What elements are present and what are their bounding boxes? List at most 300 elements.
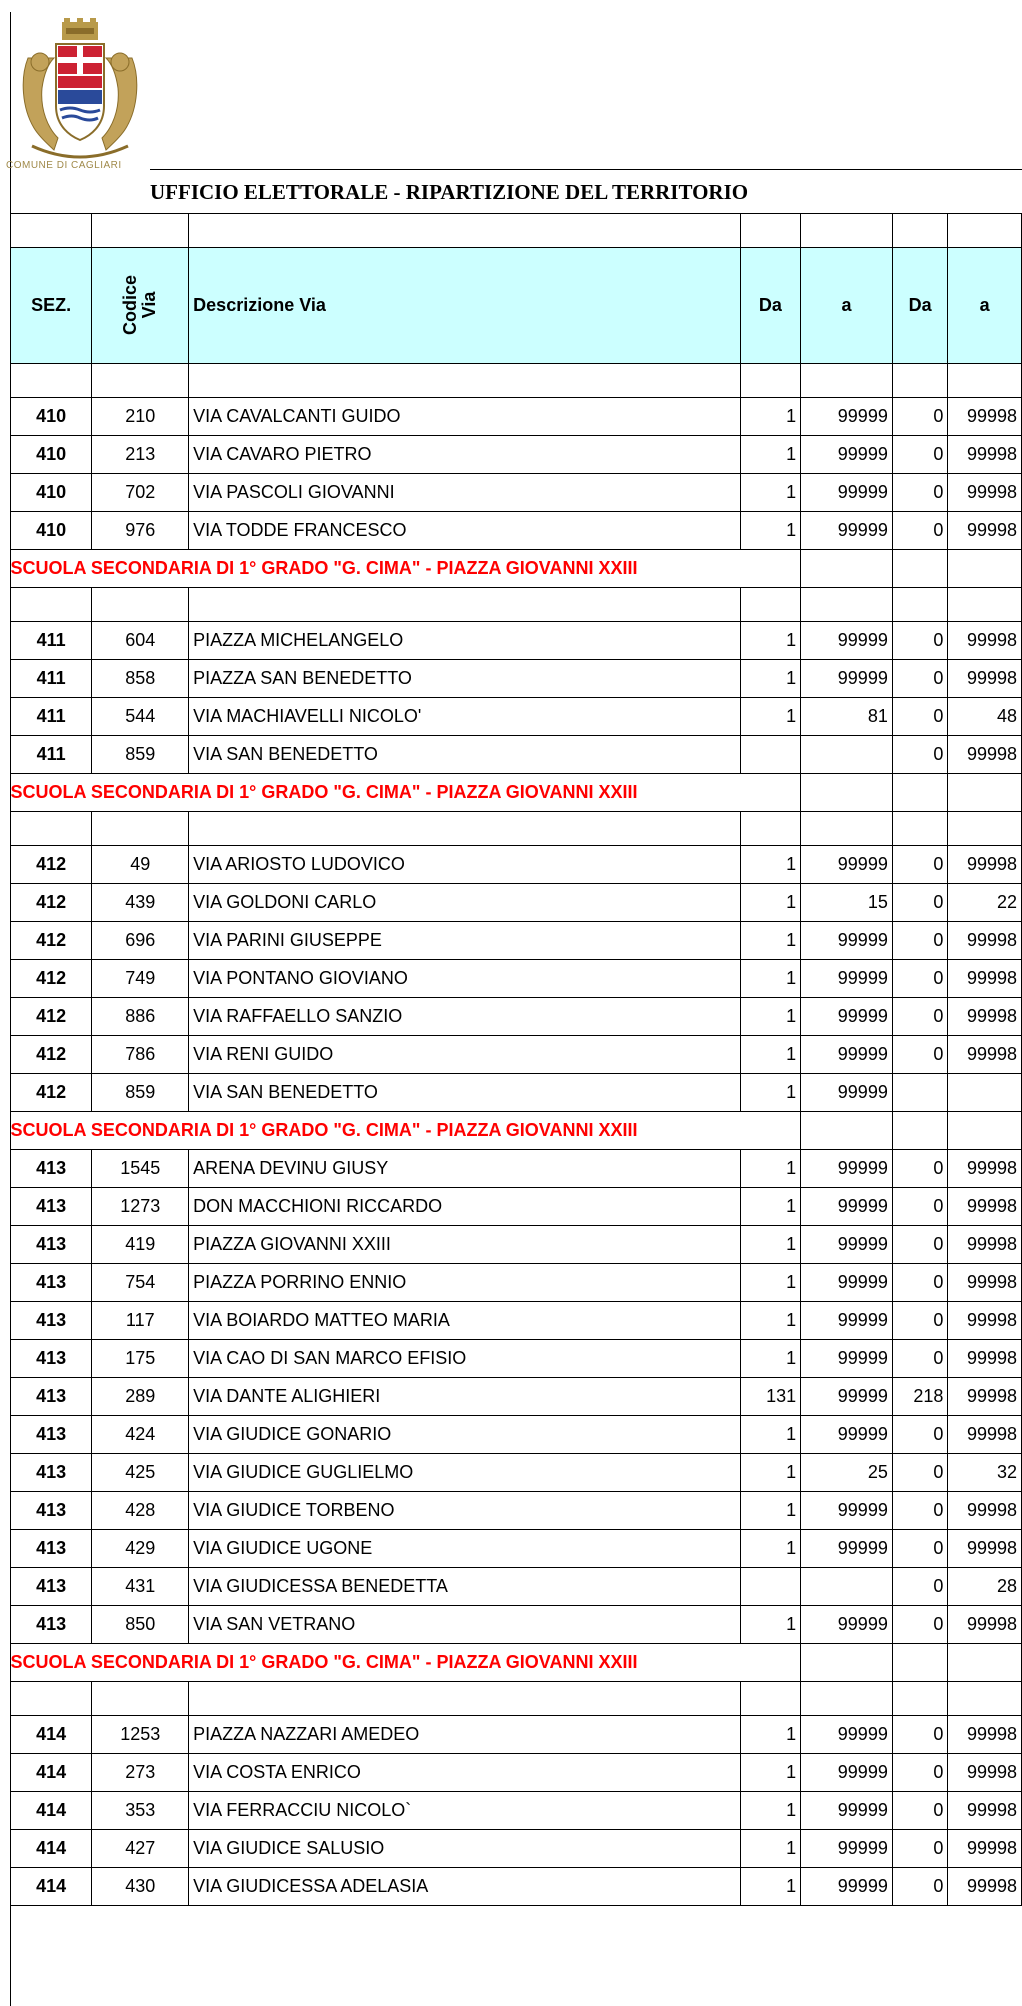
- cell-sez: 410: [11, 398, 92, 436]
- cell-a-1: 99999: [801, 960, 893, 998]
- cell-descrizione: VIA ARIOSTO LUDOVICO: [189, 846, 740, 884]
- cell-codice: 439: [92, 884, 189, 922]
- table-row: [11, 1530, 1022, 1568]
- table-row: [11, 1830, 1022, 1868]
- cell-da-1: [740, 736, 801, 774]
- cell-descrizione: VIA MACHIAVELLI NICOLO': [189, 698, 740, 736]
- cell-descrizione: VIA GIUDICE UGONE: [189, 1530, 740, 1568]
- cell-a-1: 99999: [801, 1340, 893, 1378]
- cell-codice: 544: [92, 698, 189, 736]
- table-row: [11, 1754, 1022, 1792]
- cell-sez: 413: [11, 1264, 92, 1302]
- cell-da-2: 0: [892, 1754, 948, 1792]
- cell-sez: 411: [11, 736, 92, 774]
- cell-da-2: 0: [892, 1830, 948, 1868]
- empty-cell: [801, 1682, 893, 1716]
- cell-da-1: 1: [740, 660, 801, 698]
- cell-a-2: 99998: [948, 1226, 1022, 1264]
- cell-da-2: 0: [892, 1264, 948, 1302]
- cell-sez: 412: [11, 922, 92, 960]
- cell-a-1: 99999: [801, 512, 893, 550]
- cell-da-1: 1: [740, 398, 801, 436]
- cell-descrizione: VIA RAFFAELLO SANZIO: [189, 998, 740, 1036]
- empty-cell: [892, 550, 948, 588]
- cell-codice: 431: [92, 1568, 189, 1606]
- cell-codice: 428: [92, 1492, 189, 1530]
- cell-da-2: 0: [892, 660, 948, 698]
- cell-a-1: 99999: [801, 1492, 893, 1530]
- cell-da-1: 1: [740, 1792, 801, 1830]
- empty-cell: [92, 812, 189, 846]
- cell-codice: 754: [92, 1264, 189, 1302]
- cell-sez: 414: [11, 1830, 92, 1868]
- table-row: [11, 622, 1022, 660]
- cell-a-1: 99999: [801, 660, 893, 698]
- spacer-row: [11, 1682, 1022, 1716]
- cell-da-2: 0: [892, 622, 948, 660]
- cell-a-1: 81: [801, 698, 893, 736]
- table-row: [11, 998, 1022, 1036]
- empty-cell: [892, 1112, 948, 1150]
- empty-cell: [892, 1644, 948, 1682]
- cell-a-1: 99999: [801, 436, 893, 474]
- cell-da-2: 218: [892, 1378, 948, 1416]
- cell-a-2: 22: [948, 884, 1022, 922]
- cell-a-2: 99998: [948, 1792, 1022, 1830]
- cell-codice: 859: [92, 1074, 189, 1112]
- cell-da-1: 1: [740, 1188, 801, 1226]
- empty-cell: [92, 1682, 189, 1716]
- cell-a-2: 99998: [948, 1868, 1022, 1906]
- cell-sez: 412: [11, 998, 92, 1036]
- cell-a-2: 99998: [948, 736, 1022, 774]
- empty-cell: [801, 812, 893, 846]
- table-row: [11, 1716, 1022, 1754]
- empty-cell: [189, 1682, 740, 1716]
- cell-da-1: 1: [740, 1868, 801, 1906]
- cell-sez: 410: [11, 512, 92, 550]
- header-rule: [150, 169, 1022, 170]
- cell-da-2: 0: [892, 1454, 948, 1492]
- cell-a-2: 28: [948, 1568, 1022, 1606]
- empty-cell: [948, 550, 1022, 588]
- empty-cell: [801, 774, 893, 812]
- col-header-da-1: Da: [740, 248, 801, 364]
- header-top-blank-row: [11, 214, 1022, 248]
- col-header-da-2: Da: [892, 248, 948, 364]
- cell-da-2: 0: [892, 698, 948, 736]
- cell-da-1: 1: [740, 512, 801, 550]
- cell-a-2: [948, 1074, 1022, 1112]
- cell-da-2: 0: [892, 998, 948, 1036]
- cell-codice: 886: [92, 998, 189, 1036]
- cell-a-2: 32: [948, 1454, 1022, 1492]
- table-row: [11, 398, 1022, 436]
- cell-sez: 414: [11, 1792, 92, 1830]
- cell-da-2: 0: [892, 1340, 948, 1378]
- cell-a-1: 99999: [801, 1830, 893, 1868]
- table-row: [11, 1264, 1022, 1302]
- cell-a-1: 99999: [801, 1416, 893, 1454]
- cell-codice: 858: [92, 660, 189, 698]
- cell-sez: 411: [11, 622, 92, 660]
- cell-descrizione: VIA COSTA ENRICO: [189, 1754, 740, 1792]
- empty-cell: [11, 364, 92, 398]
- cell-da-1: 1: [740, 474, 801, 512]
- cell-a-1: 99999: [801, 998, 893, 1036]
- empty-cell: [189, 812, 740, 846]
- cell-a-2: 99998: [948, 1416, 1022, 1454]
- table-row: [11, 1792, 1022, 1830]
- cell-da-2: 0: [892, 474, 948, 512]
- cell-codice: 976: [92, 512, 189, 550]
- empty-cell: [11, 1682, 92, 1716]
- empty-cell: [948, 812, 1022, 846]
- cell-da-1: 1: [740, 1074, 801, 1112]
- cell-da-1: 1: [740, 960, 801, 998]
- cell-descrizione: PIAZZA NAZZARI AMEDEO: [189, 1716, 740, 1754]
- empty-cell: [892, 364, 948, 398]
- polling-school-row: [11, 774, 1022, 812]
- cell-sez: 413: [11, 1492, 92, 1530]
- cell-sez: 410: [11, 474, 92, 512]
- cell-da-2: 0: [892, 1150, 948, 1188]
- cell-a-2: 99998: [948, 1150, 1022, 1188]
- cell-a-2: 48: [948, 698, 1022, 736]
- empty-cell: [92, 588, 189, 622]
- cell-da-1: 1: [740, 1530, 801, 1568]
- empty-cell: [801, 1112, 893, 1150]
- table-row: [11, 660, 1022, 698]
- cell-a-1: 99999: [801, 398, 893, 436]
- cell-a-1: 99999: [801, 1302, 893, 1340]
- table-row: [11, 960, 1022, 998]
- empty-cell: [948, 1112, 1022, 1150]
- table-row: [11, 512, 1022, 550]
- cell-descrizione: VIA GIUDICE GUGLIELMO: [189, 1454, 740, 1492]
- cell-descrizione: VIA DANTE ALIGHIERI: [189, 1378, 740, 1416]
- cell-codice: 49: [92, 846, 189, 884]
- cell-da-1: 1: [740, 1454, 801, 1492]
- cell-descrizione: VIA BOIARDO MATTEO MARIA: [189, 1302, 740, 1340]
- cell-da-2: 0: [892, 436, 948, 474]
- cell-sez: 410: [11, 436, 92, 474]
- cell-sez: 413: [11, 1302, 92, 1340]
- cell-descrizione: VIA GIUDICE TORBENO: [189, 1492, 740, 1530]
- cell-sez: 413: [11, 1188, 92, 1226]
- cell-da-1: 1: [740, 622, 801, 660]
- cell-a-2: 99998: [948, 474, 1022, 512]
- cell-a-2: 99998: [948, 960, 1022, 998]
- cell-sez: 413: [11, 1340, 92, 1378]
- empty-cell: [892, 588, 948, 622]
- cell-da-2: 0: [892, 1606, 948, 1644]
- cell-da-2: 0: [892, 922, 948, 960]
- table-row: [11, 1188, 1022, 1226]
- cell-a-2: 99998: [948, 922, 1022, 960]
- cell-a-2: 99998: [948, 512, 1022, 550]
- table-body: [11, 214, 1022, 1906]
- cell-sez: 414: [11, 1716, 92, 1754]
- cell-descrizione: VIA CAVARO PIETRO: [189, 436, 740, 474]
- cell-codice: 859: [92, 736, 189, 774]
- cell-descrizione: VIA PONTANO GIOVIANO: [189, 960, 740, 998]
- cell-da-1: 1: [740, 1492, 801, 1530]
- cell-a-2: 99998: [948, 846, 1022, 884]
- empty-cell: [892, 1682, 948, 1716]
- table-row: [11, 1568, 1022, 1606]
- empty-cell: [801, 588, 893, 622]
- table-row: [11, 1416, 1022, 1454]
- cell-da-2: 0: [892, 846, 948, 884]
- cell-da-2: [892, 1074, 948, 1112]
- table-row: [11, 436, 1022, 474]
- cell-codice: 210: [92, 398, 189, 436]
- cell-a-2: 99998: [948, 1340, 1022, 1378]
- cell-descrizione: VIA PASCOLI GIOVANNI: [189, 474, 740, 512]
- table-row: [11, 1074, 1022, 1112]
- polling-school-row: [11, 1112, 1022, 1150]
- cell-a-1: 99999: [801, 1264, 893, 1302]
- cell-sez: 414: [11, 1868, 92, 1906]
- cell-a-2: 99998: [948, 436, 1022, 474]
- cell-da-2: 0: [892, 1530, 948, 1568]
- table-row: [11, 1454, 1022, 1492]
- cell-descrizione: VIA PARINI GIUSEPPE: [189, 922, 740, 960]
- polling-school-row: [11, 550, 1022, 588]
- empty-cell: [740, 812, 801, 846]
- cell-sez: 413: [11, 1378, 92, 1416]
- cell-da-2: 0: [892, 1226, 948, 1264]
- cell-codice: 702: [92, 474, 189, 512]
- table-row: [11, 1226, 1022, 1264]
- cell-da-1: 131: [740, 1378, 801, 1416]
- cell-descrizione: VIA GIUDICE GONARIO: [189, 1416, 740, 1454]
- empty-cell: [740, 1682, 801, 1716]
- cell-codice: 850: [92, 1606, 189, 1644]
- cell-a-1: 99999: [801, 1792, 893, 1830]
- empty-cell: [892, 812, 948, 846]
- table-row: [11, 1378, 1022, 1416]
- cell-sez: 412: [11, 1074, 92, 1112]
- cell-a-1: 99999: [801, 1606, 893, 1644]
- coat-of-arms-icon: [10, 18, 150, 168]
- cell-descrizione: DON MACCHIONI RICCARDO: [189, 1188, 740, 1226]
- cell-sez: 413: [11, 1226, 92, 1264]
- cell-da-2: 0: [892, 1416, 948, 1454]
- cell-descrizione: VIA GIUDICESSA ADELASIA: [189, 1868, 740, 1906]
- table-row: [11, 1868, 1022, 1906]
- cell-codice: 273: [92, 1754, 189, 1792]
- cell-da-1: 1: [740, 1416, 801, 1454]
- cell-da-1: 1: [740, 1340, 801, 1378]
- cell-da-1: 1: [740, 998, 801, 1036]
- cell-da-2: 0: [892, 960, 948, 998]
- cell-da-1: 1: [740, 1716, 801, 1754]
- cell-sez: 413: [11, 1416, 92, 1454]
- col-header-codice-via: [92, 248, 189, 364]
- table-row: [11, 846, 1022, 884]
- cell-codice: 353: [92, 1792, 189, 1830]
- cell-codice: 425: [92, 1454, 189, 1492]
- cell-descrizione: ARENA DEVINU GIUSY: [189, 1150, 740, 1188]
- cell-da-2: 0: [892, 884, 948, 922]
- cell-a-1: [801, 736, 893, 774]
- cell-da-1: 1: [740, 1830, 801, 1868]
- empty-cell: [948, 1644, 1022, 1682]
- empty-cell: [948, 588, 1022, 622]
- polling-school-name: SCUOLA SECONDARIA DI 1° GRADO "G. CIMA" - PIAZZA GIOVANNI XXIII: [11, 1644, 801, 1682]
- table-row: [11, 1150, 1022, 1188]
- polling-school-name: SCUOLA SECONDARIA DI 1° GRADO "G. CIMA" - PIAZZA GIOVANNI XXIII: [11, 774, 801, 812]
- polling-school-name: SCUOLA SECONDARIA DI 1° GRADO "G. CIMA" - PIAZZA GIOVANNI XXIII: [11, 1112, 801, 1150]
- empty-cell: [189, 588, 740, 622]
- cell-codice: 419: [92, 1226, 189, 1264]
- cell-codice: 696: [92, 922, 189, 960]
- cell-da-2: 0: [892, 1868, 948, 1906]
- cell-da-1: 1: [740, 1150, 801, 1188]
- cell-a-2: 99998: [948, 1302, 1022, 1340]
- table-row: [11, 1340, 1022, 1378]
- cell-codice: 117: [92, 1302, 189, 1340]
- cell-a-2: 99998: [948, 622, 1022, 660]
- cell-descrizione: VIA SAN VETRANO: [189, 1606, 740, 1644]
- cell-a-1: 25: [801, 1454, 893, 1492]
- polling-school-row: [11, 1644, 1022, 1682]
- cell-a-2: 99998: [948, 998, 1022, 1036]
- cell-a-1: 99999: [801, 1150, 893, 1188]
- cell-da-1: 1: [740, 1302, 801, 1340]
- cell-a-2: 99998: [948, 1530, 1022, 1568]
- table-row: [11, 474, 1022, 512]
- cell-codice: 427: [92, 1830, 189, 1868]
- cell-da-1: 1: [740, 1036, 801, 1074]
- cell-da-2: 0: [892, 398, 948, 436]
- cell-da-2: 0: [892, 512, 948, 550]
- cell-sez: 412: [11, 1036, 92, 1074]
- table-row: [11, 1492, 1022, 1530]
- table-row: [11, 922, 1022, 960]
- cell-descrizione: PIAZZA GIOVANNI XXIII: [189, 1226, 740, 1264]
- cell-codice: 429: [92, 1530, 189, 1568]
- col-header-a-2: a: [948, 248, 1022, 364]
- polling-school-name: SCUOLA SECONDARIA DI 1° GRADO "G. CIMA" - PIAZZA GIOVANNI XXIII: [11, 550, 801, 588]
- table-row: [11, 884, 1022, 922]
- cell-descrizione: PIAZZA PORRINO ENNIO: [189, 1264, 740, 1302]
- cell-da-1: [740, 1568, 801, 1606]
- cell-codice: 1273: [92, 1188, 189, 1226]
- cell-a-2: 99998: [948, 1606, 1022, 1644]
- cell-codice: 1253: [92, 1716, 189, 1754]
- cell-da-2: 0: [892, 1568, 948, 1606]
- cell-codice: 175: [92, 1340, 189, 1378]
- cell-a-1: 15: [801, 884, 893, 922]
- cell-a-1: 99999: [801, 846, 893, 884]
- cell-a-2: 99998: [948, 1716, 1022, 1754]
- table-row: [11, 1302, 1022, 1340]
- cell-descrizione: VIA CAO DI SAN MARCO EFISIO: [189, 1340, 740, 1378]
- cell-codice: 430: [92, 1868, 189, 1906]
- cell-a-2: 99998: [948, 1264, 1022, 1302]
- cagliari-coat-of-arms-logo: [10, 18, 150, 170]
- empty-cell: [740, 364, 801, 398]
- col-header-descrizione: Descrizione Via: [189, 248, 740, 364]
- col-header-sez: SEZ.: [11, 248, 92, 364]
- cell-a-1: 99999: [801, 474, 893, 512]
- cell-a-2: 99998: [948, 398, 1022, 436]
- cell-codice: 604: [92, 622, 189, 660]
- cell-a-1: 99999: [801, 1868, 893, 1906]
- table-row: [11, 1036, 1022, 1074]
- logo-caption: COMUNE DI CAGLIARI: [6, 160, 122, 171]
- cell-da-2: 0: [892, 1302, 948, 1340]
- cell-descrizione: VIA RENI GUIDO: [189, 1036, 740, 1074]
- cell-sez: 412: [11, 960, 92, 998]
- cell-da-2: 0: [892, 736, 948, 774]
- cell-codice: 749: [92, 960, 189, 998]
- table-row: [11, 1606, 1022, 1644]
- cell-sez: 413: [11, 1606, 92, 1644]
- cell-a-1: 99999: [801, 1530, 893, 1568]
- cell-codice: 213: [92, 436, 189, 474]
- cell-sez: 413: [11, 1150, 92, 1188]
- cell-sez: 413: [11, 1530, 92, 1568]
- empty-cell: [948, 364, 1022, 398]
- table-row: [11, 736, 1022, 774]
- cell-a-1: 99999: [801, 1716, 893, 1754]
- cell-da-2: 0: [892, 1792, 948, 1830]
- cell-descrizione: VIA SAN BENEDETTO: [189, 736, 740, 774]
- cell-a-1: 99999: [801, 1074, 893, 1112]
- spacer-row: [11, 588, 1022, 622]
- empty-cell: [948, 774, 1022, 812]
- cell-descrizione: VIA GOLDONI CARLO: [189, 884, 740, 922]
- empty-cell: [11, 588, 92, 622]
- spacer-row: [11, 364, 1022, 398]
- table-row: [11, 698, 1022, 736]
- cell-da-1: 1: [740, 1754, 801, 1792]
- cell-codice: 424: [92, 1416, 189, 1454]
- cell-a-2: 99998: [948, 1492, 1022, 1530]
- cell-codice: 786: [92, 1036, 189, 1074]
- spacer-row: [11, 812, 1022, 846]
- cell-da-2: 0: [892, 1188, 948, 1226]
- cell-a-1: 99999: [801, 1036, 893, 1074]
- cell-a-2: 99998: [948, 660, 1022, 698]
- cell-descrizione: VIA SAN BENEDETTO: [189, 1074, 740, 1112]
- empty-cell: [189, 364, 740, 398]
- cell-da-1: 1: [740, 922, 801, 960]
- cell-descrizione: VIA FERRACCIU NICOLO`: [189, 1792, 740, 1830]
- cell-sez: 412: [11, 884, 92, 922]
- cell-da-1: 1: [740, 1606, 801, 1644]
- cell-a-2: 99998: [948, 1830, 1022, 1868]
- column-header-row: [11, 248, 1022, 364]
- cell-a-1: 99999: [801, 1754, 893, 1792]
- cell-codice: 289: [92, 1378, 189, 1416]
- cell-da-1: 1: [740, 1226, 801, 1264]
- cell-descrizione: VIA TODDE FRANCESCO: [189, 512, 740, 550]
- cell-a-1: [801, 1568, 893, 1606]
- cell-descrizione: PIAZZA SAN BENEDETTO: [189, 660, 740, 698]
- cell-sez: 413: [11, 1568, 92, 1606]
- cell-sez: 413: [11, 1454, 92, 1492]
- cell-a-2: 99998: [948, 1036, 1022, 1074]
- cell-sez: 411: [11, 698, 92, 736]
- empty-cell: [92, 364, 189, 398]
- page-title: UFFICIO ELETTORALE - RIPARTIZIONE DEL TERRITORIO: [150, 180, 749, 204]
- cell-da-1: 1: [740, 884, 801, 922]
